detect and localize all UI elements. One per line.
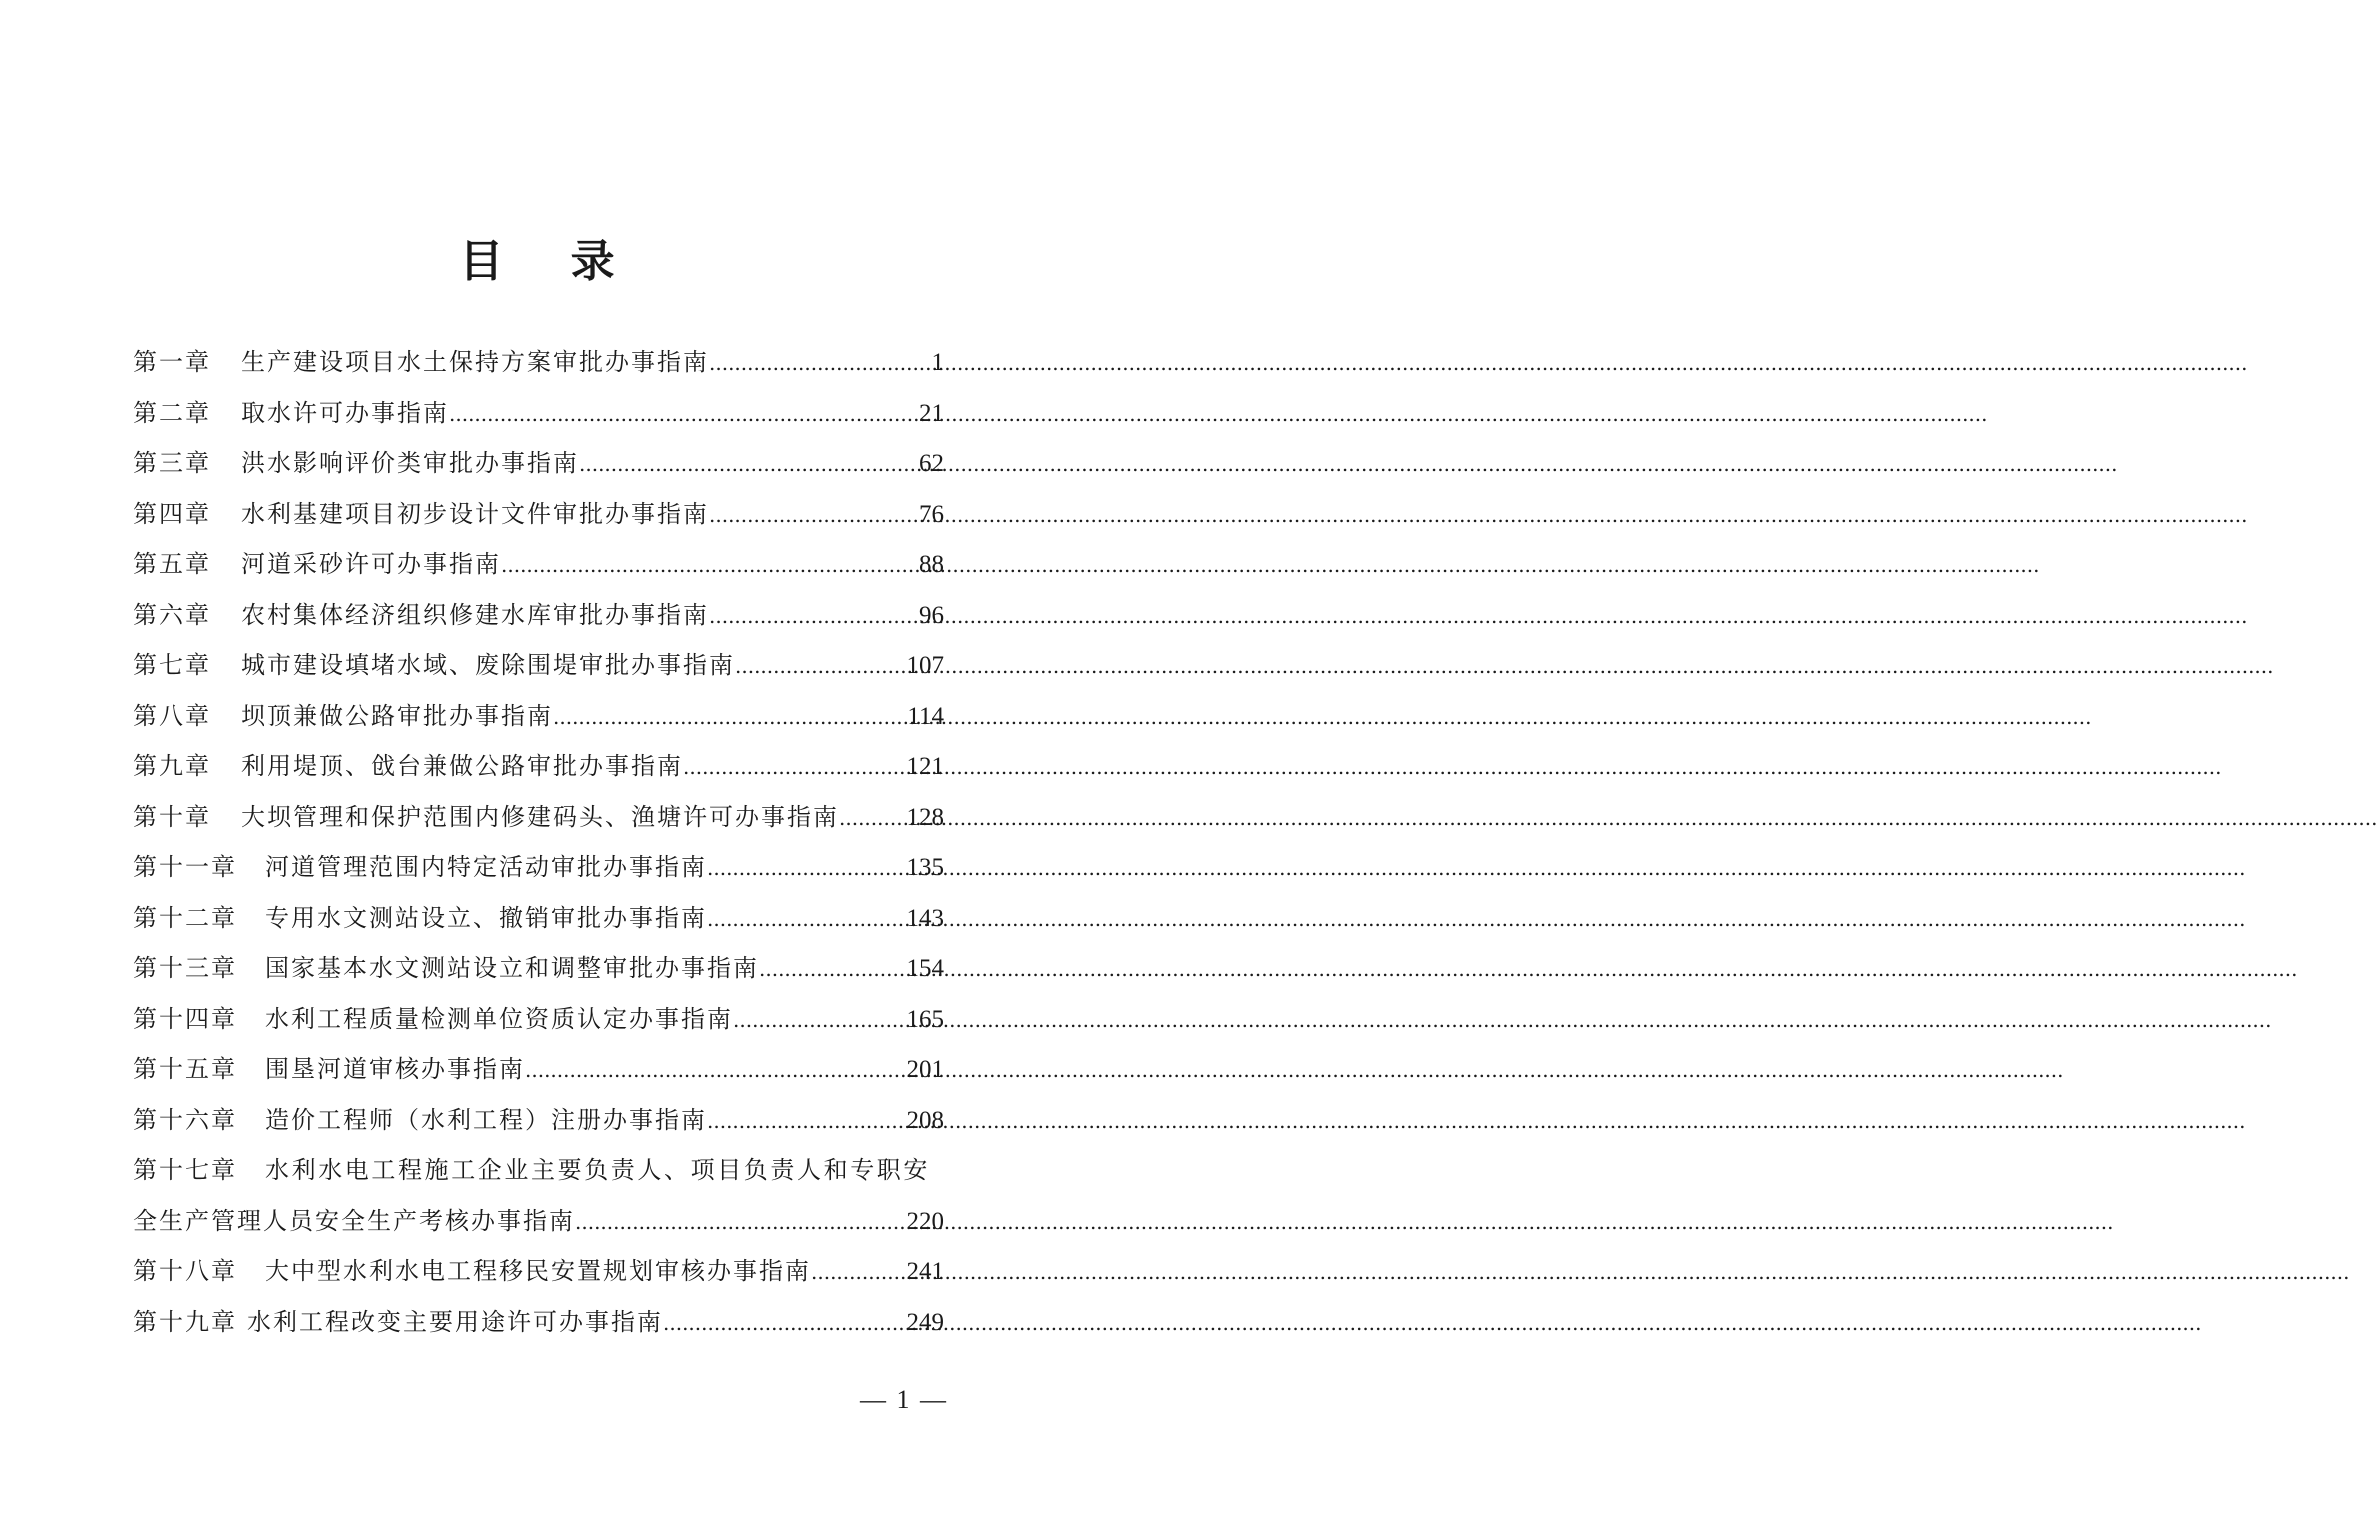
- toc-entry-title: 取水许可办事指南: [241, 398, 449, 427]
- toc-page-number: 128: [906, 803, 944, 831]
- toc-chapter-label: 第二章: [133, 398, 211, 427]
- toc-entry-14[interactable]: [133, 994, 944, 1045]
- toc-leader-dots: [811, 1247, 907, 1298]
- toc-entry-title: 坝顶兼做公路审批办事指南: [241, 701, 553, 730]
- toc-entry-title: 利用堤顶、戗台兼做公路审批办事指南: [241, 752, 683, 780]
- toc-page-number: 88: [919, 551, 944, 578]
- toc-page-number: 76: [919, 500, 944, 528]
- toc-chapter-label: 第十八章: [133, 1257, 237, 1285]
- toc-entry-title: 大中型水利水电工程移民安置规划审核办事指南: [265, 1257, 811, 1285]
- toc-entry-title: 水利基建项目初步设计文件审批办事指南: [241, 499, 709, 528]
- toc-entry-title: 洪水影响评价类审批办事指南: [241, 449, 579, 477]
- toc-entry-9[interactable]: [133, 741, 944, 792]
- toc-entry-18[interactable]: [133, 1246, 944, 1297]
- toc-entry-11[interactable]: [133, 842, 944, 893]
- toc-chapter-label: 第十四章: [133, 1004, 237, 1033]
- toc-entry-15[interactable]: [133, 1044, 944, 1095]
- toc-entry-7[interactable]: [133, 640, 944, 691]
- toc-entry-title: 河道管理范围内特定活动审批办事指南: [265, 853, 707, 881]
- toc-entry-title: 农村集体经济组织修建水库审批办事指南: [241, 600, 709, 629]
- toc-entry-title: 河道采砂许可办事指南: [241, 550, 501, 578]
- toc-leader-dots: [575, 1197, 907, 1248]
- toc-page-number: 154: [906, 955, 944, 982]
- toc-entry-6[interactable]: [133, 590, 944, 641]
- toc-page-number: 143: [906, 904, 944, 932]
- toc-leader-dots: [709, 490, 919, 541]
- toc-entry-16[interactable]: [133, 1095, 944, 1146]
- toc-chapter-label: 第八章: [133, 701, 211, 730]
- toc-leader-dots: [683, 742, 907, 793]
- toc-entry-1[interactable]: [133, 337, 944, 388]
- toc-entry-10[interactable]: [133, 792, 944, 843]
- toc-leader-dots: [553, 692, 907, 743]
- toc-entry-5[interactable]: [133, 539, 944, 590]
- toc-page-number: 208: [906, 1106, 944, 1134]
- toc-entry-title: 国家基本水文测站设立和调整审批办事指南: [265, 954, 759, 982]
- toc-page-number: 21: [919, 399, 944, 427]
- toc-entry-title: 水利工程质量检测单位资质认定办事指南: [265, 1004, 733, 1033]
- toc-page-number: 1: [931, 349, 944, 376]
- toc-page-number: 249: [906, 1308, 944, 1336]
- toc-page-number: 135: [906, 854, 944, 881]
- toc-entry-title: 生产建设项目水土保持方案审批办事指南: [241, 348, 709, 376]
- toc-page-number: 114: [907, 702, 944, 730]
- toc-page-number: 165: [906, 1005, 944, 1033]
- toc-leader-dots: [707, 1096, 907, 1147]
- toc-leader-dots: [759, 944, 907, 995]
- toc-entry-title: 专用水文测站设立、撤销审批办事指南: [265, 903, 707, 932]
- toc-leader-dots: [525, 1045, 907, 1096]
- toc-entry-title-line1: 水利水电工程施工企业主要负责人、项目负责人和专职安: [265, 1156, 930, 1184]
- toc-chapter-label: 第十一章: [133, 853, 237, 881]
- toc-page-number: 62: [919, 450, 944, 477]
- toc-entry-title: 大坝管理和保护范围内修建码头、渔塘许可办事指南: [241, 802, 839, 831]
- toc-entry-13[interactable]: [133, 943, 944, 994]
- toc-leader-dots: [733, 995, 907, 1046]
- toc-chapter-label: 第十五章: [133, 1055, 237, 1083]
- toc-page-number: 220: [906, 1207, 944, 1235]
- toc-page-number: 121: [906, 753, 944, 780]
- document-page: [0, 0, 1074, 1520]
- toc-entry-title: 城市建设填堵水域、废除围堤审批办事指南: [241, 651, 735, 679]
- toc-entry-title-line2: 全生产管理人员安全生产考核办事指南: [133, 1206, 575, 1235]
- page-title: 目 录: [459, 236, 641, 287]
- toc-chapter-label: 第九章: [133, 752, 211, 780]
- table-of-contents: [133, 337, 944, 1347]
- footer-page-number: — 1 —: [860, 1385, 948, 1414]
- toc-chapter-label: 第十章: [133, 802, 211, 831]
- toc-chapter-label: 第十九章: [133, 1307, 237, 1336]
- toc-entry-17-line1[interactable]: [133, 1145, 944, 1196]
- toc-leader-dots: [501, 540, 919, 591]
- toc-chapter-label: 第一章: [133, 348, 211, 376]
- toc-entry-title: 造价工程师（水利工程）注册办事指南: [265, 1105, 707, 1134]
- toc-chapter-label: 第十三章: [133, 954, 237, 982]
- toc-chapter-label: 第五章: [133, 550, 211, 578]
- toc-page-number: 107: [906, 652, 944, 679]
- toc-leader-dots: [707, 843, 907, 894]
- toc-entry-title: 水利工程改变主要用途许可办事指南: [247, 1307, 663, 1336]
- toc-chapter-label: 第三章: [133, 449, 211, 477]
- toc-chapter-label: 第十六章: [133, 1105, 237, 1134]
- toc-leader-dots: [709, 338, 932, 389]
- toc-leader-dots: [707, 894, 907, 945]
- toc-chapter-label: 第七章: [133, 651, 211, 679]
- toc-page-number: 201: [906, 1056, 944, 1083]
- toc-entry-17-line2[interactable]: [133, 1196, 944, 1247]
- toc-leader-dots: [579, 439, 919, 490]
- toc-entry-12[interactable]: [133, 893, 944, 944]
- toc-entry-4[interactable]: [133, 489, 944, 540]
- toc-leader-dots: [663, 1298, 907, 1349]
- toc-chapter-label: 第十二章: [133, 903, 237, 932]
- toc-leader-dots: [839, 793, 907, 844]
- toc-page-number: 241: [906, 1258, 944, 1285]
- toc-chapter-label: 第十七章: [133, 1156, 237, 1184]
- toc-entry-8[interactable]: [133, 691, 944, 742]
- toc-page-number: 96: [919, 601, 944, 629]
- toc-entry-3[interactable]: [133, 438, 944, 489]
- toc-leader-dots: [735, 641, 907, 692]
- toc-chapter-label: 第四章: [133, 499, 211, 528]
- toc-entry-title: 围垦河道审核办事指南: [265, 1055, 525, 1083]
- toc-chapter-label: 第六章: [133, 600, 211, 629]
- toc-entry-19[interactable]: [133, 1297, 944, 1348]
- toc-leader-dots: [449, 389, 919, 440]
- toc-leader-dots: [709, 591, 919, 642]
- toc-entry-2[interactable]: [133, 388, 944, 439]
